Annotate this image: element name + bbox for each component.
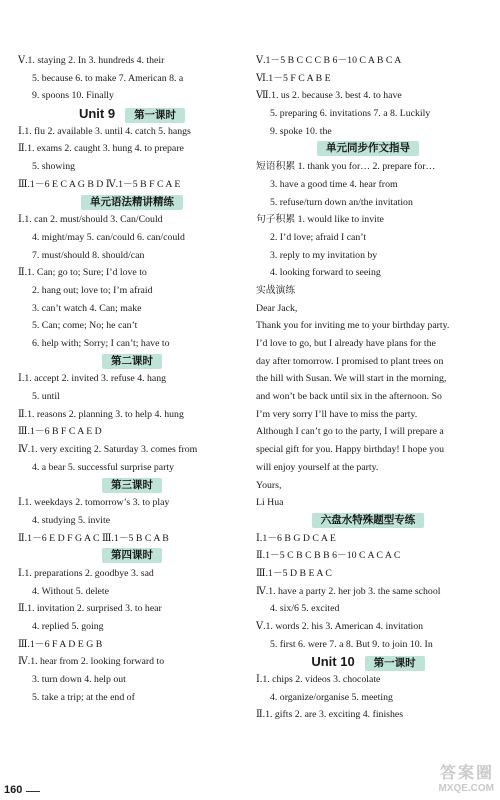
answer-line: Ⅲ.1－5 D B E A C <box>256 567 332 579</box>
answer-line: Ⅴ.1. words 2. his 3. American 4. invitation <box>256 621 424 632</box>
answer-line: 5. preparing 6. invitations 7. a 8. Luckily <box>270 108 431 120</box>
answer-line: Although I can’t go to the party, I will prepare a <box>256 426 444 438</box>
answer-line: 5. because 6. to make 7. American 8. a <box>32 72 184 84</box>
answer-line: Yours, <box>256 479 282 491</box>
answer-line: 6. help with; Sorry; I can’t; have to <box>32 338 170 349</box>
watermark-url: MXQE.COM <box>438 783 494 794</box>
answer-line: Ⅱ.1. exams 2. caught 3. hung 4. to prepare <box>18 143 184 155</box>
answer-line: Dear Jack, <box>256 302 298 314</box>
answer-line: 3. can’t watch 4. Can; make <box>32 302 142 314</box>
section-header <box>18 477 246 495</box>
unit-title: Unit 10 <box>311 654 355 670</box>
page-number-rule <box>26 791 40 792</box>
section-title: 第四课时 <box>102 548 162 563</box>
answer-line: the hill with Susan. We will start in the morning, <box>256 373 447 385</box>
answer-line: 4. a bear 5. successful surprise party <box>32 461 175 473</box>
answer-line: Li Hua <box>256 497 284 509</box>
answer-line: Thank you for inviting me to your birthday party. <box>256 320 450 332</box>
answer-line: Ⅲ.1－6 B F C A E D <box>18 426 102 438</box>
answer-line: Ⅰ.1. chips 2. videos 3. chocolate <box>256 674 381 686</box>
left-column <box>18 52 246 706</box>
section-title: 第一课时 <box>125 108 185 123</box>
section-header <box>256 512 480 530</box>
answer-line: Ⅱ.1. invitation 2. surprised 3. to hear <box>18 603 162 615</box>
answer-line: 2. I’d love; afraid I can’t <box>270 231 367 243</box>
answer-line: Ⅲ.1－6 F A D E G B <box>18 638 103 650</box>
page-number: 160 <box>4 784 23 796</box>
answer-line: Ⅱ.1. gifts 2. are 3. exciting 4. finishes <box>256 709 404 721</box>
answer-line: Ⅴ.1－5 B C C C B 6－10 C A B C A <box>256 55 402 66</box>
answer-line: 3. reply to my invitation by <box>270 249 378 261</box>
section-title: 单元语法精讲精练 <box>81 195 183 210</box>
answer-line: 4. might/may 5. can/could 6. can/could <box>32 231 185 243</box>
answer-line: Ⅳ.1. have a party 2. her job 3. the same school <box>256 585 441 597</box>
answer-line: and won’t be back until six in the afternoon. So <box>256 391 442 403</box>
answer-line: I’m very sorry I’ll have to miss the party. <box>256 408 418 420</box>
answer-line: 4. six/6 5. excited <box>270 603 340 615</box>
section-header <box>18 547 246 565</box>
answer-line: Ⅱ.1. reasons 2. planning 3. to help 4. hung <box>18 408 184 420</box>
answer-line: 5. until <box>32 391 60 403</box>
section-title: 单元同步作文指导 <box>317 141 419 156</box>
answer-line: 5. refuse/turn down an/the invitation <box>270 196 413 208</box>
answer-line: 3. turn down 4. help out <box>32 674 126 686</box>
answer-line: 9. spoke 10. the <box>270 125 332 137</box>
section-header <box>18 194 246 212</box>
answer-line: Ⅱ.1. Can; go to; Sure; I’d love to <box>18 267 147 279</box>
answer-line: Ⅲ.1－6 E C A G B D Ⅳ.1－5 B F C A E <box>18 178 181 190</box>
answer-line: 3. have a good time 4. hear from <box>270 178 398 190</box>
answer-line: 句子积累 1. would like to invite <box>256 214 384 226</box>
answer-line: Ⅳ.1. very exciting 2. Saturday 3. comes from <box>18 444 198 456</box>
answer-line: Ⅱ.1－5 C B C B B 6－10 C A C A C <box>256 550 401 562</box>
answer-line: Ⅰ.1. weekdays 2. tomorrow’s 3. to play <box>18 497 170 509</box>
answer-line: 短语积累 1. thank you for… 2. prepare for… <box>256 161 436 173</box>
answer-line: 4. Without 5. delete <box>32 585 109 597</box>
section-header <box>256 653 480 671</box>
answer-line: Ⅳ.1. hear from 2. looking forward to <box>18 656 165 668</box>
section-title: 第三课时 <box>102 478 162 493</box>
answer-line: Ⅰ.1. preparations 2. goodbye 3. sad <box>18 567 154 579</box>
answer-line: 5. take a trip; at the end of <box>32 691 135 703</box>
answer-line: 7. must/should 8. should/can <box>32 249 145 261</box>
answer-line: Ⅱ.1－6 E D F G A C Ⅲ.1－5 B C A B <box>18 532 169 544</box>
answer-line: Ⅴ.1. staying 2. In 3. hundreds 4. their <box>18 55 165 66</box>
answer-line: Ⅰ.1. accept 2. invited 3. refuse 4. hang <box>18 373 167 385</box>
answer-line: 4. replied 5. going <box>32 621 104 632</box>
section-header <box>18 353 246 371</box>
answer-line: Ⅵ.1－5 F C A B E <box>256 72 331 84</box>
section-title: 第一课时 <box>365 656 425 671</box>
answer-line: 2. hang out; love to; I’m afraid <box>32 284 153 296</box>
answer-line: 5. showing <box>32 161 76 173</box>
unit-title: Unit 9 <box>78 106 116 122</box>
section-header <box>18 105 246 123</box>
watermark-logo <box>414 760 494 798</box>
answer-line: 4. looking forward to seeing <box>270 267 381 279</box>
answer-line: Ⅰ.1. flu 2. available 3. until 4. catch 5. hangs <box>18 125 191 137</box>
answer-line: Ⅰ.1－6 B G D C A E <box>256 532 336 544</box>
answer-line: Ⅰ.1. can 2. must/should 3. Can/Could <box>18 214 163 226</box>
section-title: 六盘水特殊题型专练 <box>312 513 425 528</box>
section-header <box>256 140 480 158</box>
answer-line: day after tomorrow. I promised to plant trees on <box>256 355 444 367</box>
answer-line: special gift for you. Happy birthday! I hope you <box>256 444 444 456</box>
answer-line: Ⅶ.1. us 2. because 3. best 4. to have <box>256 90 402 102</box>
answer-line: 实战演练 <box>256 284 296 296</box>
answer-line: will enjoy yourself at the party. <box>256 461 379 473</box>
answer-line: 5. first 6. were 7. a 8. But 9. to join 10. In <box>270 638 433 650</box>
right-column <box>256 52 480 724</box>
section-title: 第二课时 <box>102 354 162 369</box>
answer-line: 4. organize/organise 5. meeting <box>270 691 393 703</box>
watermark-text: 答案圈 <box>439 765 494 782</box>
answer-line: 4. studying 5. invite <box>32 514 111 526</box>
answer-line: 5. Can; come; No; he can’t <box>32 320 138 332</box>
answer-line: I’d love to go, but I already have plans for the <box>256 338 436 349</box>
answer-line: 9. spoons 10. Finally <box>32 90 114 102</box>
